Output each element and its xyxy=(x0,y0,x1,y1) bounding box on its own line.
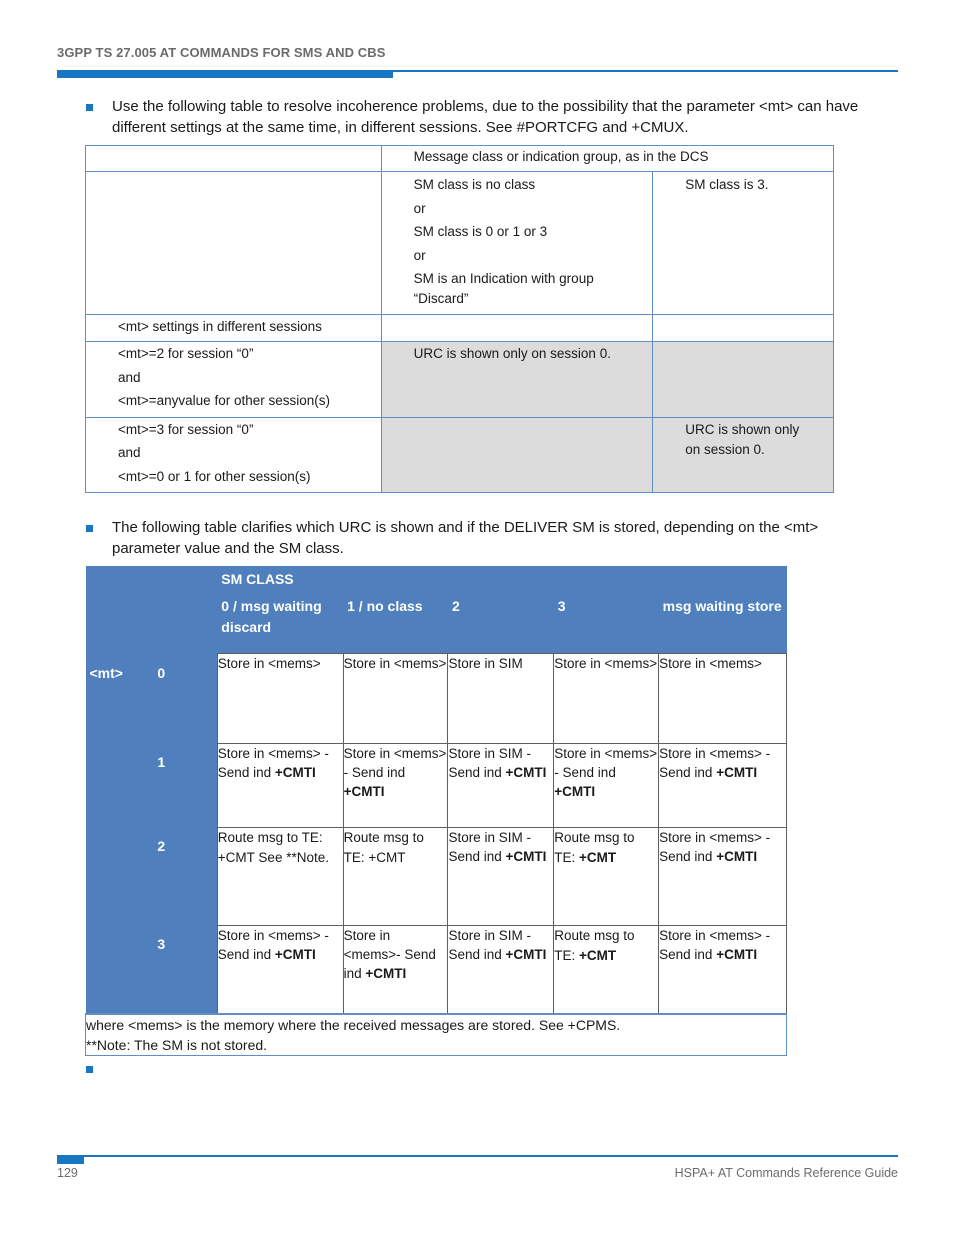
guide-title: HSPA+ AT Commands Reference Guide xyxy=(674,1166,898,1180)
table-cell: Store in <mems>- Send ind +CMTI xyxy=(343,925,448,1014)
session-table-empty-cell xyxy=(86,146,382,172)
sm-class-header: SM CLASS xyxy=(217,566,786,590)
table-cell: Route msg to TE: +CMT See **Note. xyxy=(217,827,343,925)
header-accent-bar xyxy=(57,72,393,78)
table-cell: Store in <mems> - Send ind +CMTI xyxy=(217,925,343,1014)
table-cell: Store in SIM xyxy=(448,653,554,743)
mt-label: <mt> xyxy=(86,653,152,743)
bullet-square-icon xyxy=(86,104,93,111)
mt-label-spacer xyxy=(86,743,152,827)
header-corner xyxy=(86,566,218,590)
table-cell: Store in <mems> - Send ind +CMTI xyxy=(659,925,787,1014)
table-cell: Route msg to TE: +CMT xyxy=(343,827,448,925)
table-cell: Store in SIM - Send ind +CMTI xyxy=(448,743,554,827)
row2-empty-cell xyxy=(381,417,653,493)
row1-empty-cell xyxy=(653,342,834,418)
col-header-class-1: 1 / no class xyxy=(343,590,448,653)
session-table xyxy=(85,145,834,493)
mt-value-0: 0 xyxy=(151,653,217,743)
footer-rule xyxy=(57,1155,898,1157)
table-cell: Store in SIM - Send ind +CMTI xyxy=(448,827,554,925)
intro-paragraph-2: The following table clarifies which URC is shown and if the DELIVER SM is stored, depending on the <mt> parameter value and the SM class. xyxy=(112,519,819,557)
session-table-empty-cell xyxy=(86,172,382,315)
table-cell: Store in SIM - Send ind +CMTI xyxy=(448,925,554,1014)
col-header-msg-store: msg waiting store xyxy=(659,590,787,653)
col-header-class-3: 3 xyxy=(554,590,659,653)
dcs-header-cell: Message class or indication group, as in the DCS xyxy=(381,146,833,172)
mt-value-3: 3 xyxy=(151,925,217,1014)
table-note xyxy=(86,1014,787,1056)
session-table-empty-cell xyxy=(381,315,653,342)
row2-result-cell: URC is shown only on session 0. xyxy=(653,417,834,493)
table-cell: Route msg to TE: +CMT xyxy=(554,827,659,925)
mt-label-spacer xyxy=(86,925,152,1014)
table-cell: Store in <mems> xyxy=(343,653,448,743)
sessions-label-cell: <mt> settings in different sessions xyxy=(86,315,382,342)
running-header: 3GPP TS 27.005 AT COMMANDS FOR SMS AND CBS xyxy=(57,45,386,60)
col-header-class-0: 0 / msg waiting discard xyxy=(217,590,343,653)
note-mems: where <mems> is the memory where the received messages are stored. See +CPMS. xyxy=(86,1017,621,1033)
mt-value-1: 1 xyxy=(151,743,217,827)
table-cell: Store in <mems> xyxy=(554,653,659,743)
table-cell: Store in <mems> - Send ind +CMTI xyxy=(659,827,787,925)
table-cell: Store in <mems> - Send ind +CMTI xyxy=(343,743,448,827)
table-cell: Route msg to TE: +CMT xyxy=(554,925,659,1014)
bullet-square-icon xyxy=(86,1066,93,1073)
row1-condition-cell: <mt>=2 for session “0” and <mt>=anyvalue for other session(s) xyxy=(86,342,382,418)
header-corner xyxy=(86,590,218,653)
row2-condition-cell: <mt>=3 for session “0” and <mt>=0 or 1 for other session(s) xyxy=(86,417,382,493)
page-number: 129 xyxy=(57,1166,78,1180)
footer-accent-bar xyxy=(57,1157,84,1164)
urc-table xyxy=(85,566,787,1056)
class-b-cell: SM class is 3. xyxy=(653,172,834,315)
note-not-stored: **Note: The SM is not stored. xyxy=(86,1037,268,1053)
intro-paragraph-1: Use the following table to resolve incoherence problems, due to the possibility that the parameter <mt> can have different settings at the same time, in different sessions. See #PORTCFG and +CMUX. xyxy=(112,98,859,136)
bullet-square-icon xyxy=(86,525,93,532)
table-cell: Store in <mems> xyxy=(217,653,343,743)
mt-value-2: 2 xyxy=(151,827,217,925)
table-cell: Store in <mems> - Send ind +CMTI xyxy=(554,743,659,827)
session-table-empty-cell xyxy=(653,315,834,342)
table-cell: Store in <mems> - Send ind +CMTI xyxy=(217,743,343,827)
table-cell: Store in <mems> xyxy=(659,653,787,743)
col-header-class-2: 2 xyxy=(448,590,554,653)
row1-result-cell: URC is shown only on session 0. xyxy=(381,342,653,418)
mt-label-spacer xyxy=(86,827,152,925)
class-a-cell: SM class is no class or SM class is 0 or 1 or 3 or SM is an Indication with group “Discard” xyxy=(381,172,653,315)
table-cell: Store in <mems> - Send ind +CMTI xyxy=(659,743,787,827)
